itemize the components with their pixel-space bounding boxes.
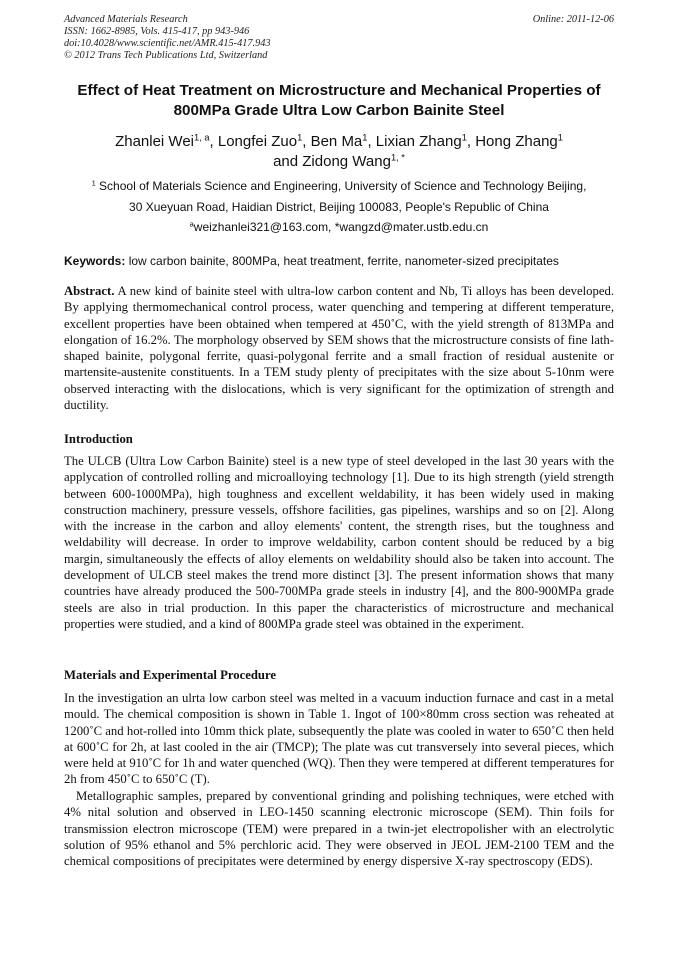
keywords [64, 254, 624, 268]
introduction-paragraph: The ULCB (Ultra Low Carbon Bainite) steel is a new type of steel developed in the last 30 years with the applycation of controlled rolling and microalloying technology [1]. Due to its high strength (yield strength between 600-1000MPa), high toughness and excellent weldability, it has been widely used in making construction machinery, pressure vessels, offshore facilities, gas pipelines, warships and so on [2]. Along with the increase in the carbon and alloy elements' content, the strength rises, but the toughness and weldability will decrease. In order to improve weldability, carbon content should be reduced by a big margin, simultaneously the effects of alloy elements on weldability should also be taken into account. The development of ULCB steel makes the trend more distinct [3]. The present information shows that many countries have already produced the 500-700MPa grade steels in industry [4], and the 800-900MPa grade steels are also in trial production. In this paper the characteristics of microstructure and mechanical properties were studied, and a kind of 800MPa grade steel was obtained in the experiment. [64, 454, 614, 631]
affiliation-line: School of Materials Science and Engineering, University of Science and Technology Beijing, [95, 179, 587, 193]
author-sup: 1, a [194, 132, 210, 143]
affiliation-line: 30 Xueyuan Road, Haidian District, Beijing 100083, People's Republic of China [129, 199, 549, 214]
keywords-label: Keywords: [64, 254, 126, 268]
author-sup: 1, * [390, 152, 405, 163]
author-sup: 1 [461, 132, 467, 143]
title-line: 800MPa Grade Ultra Low Carbon Bainite Steel [173, 102, 505, 119]
abstract [64, 283, 614, 413]
methods-paragraph: Metallographic samples, prepared by conventional grinding and polishing techniques, were etched with 4% nital solution and observed in LEO-1450 scanning electronic microscope (SEM). Thin foils for transmission electron microscope (TEM) were prepared in a twin-jet electropolisher with an electrolytic solution of 95% ethanol and 5% perchloric acid. They were observed in JEOL JEM-2100 TEM and the chemical compositions of precipitates were determined by energy dispersive X-ray spectroscopy (EDS). [64, 789, 614, 869]
authors [50, 132, 628, 172]
section-heading: Materials and Experimental Procedure [64, 668, 277, 682]
methods-paragraph: In the investigation an ulrta low carbon steel was melted in a vacuum induction furnace and cast in a metal mould. The chemical composition is shown in Table 1. Ingot of 100×80mm cross section was reheated at 1200˚C and hot-rolled into 10mm thick plate, subsequently the plate was cooled in water to 650˚C then held at 600˚C for 2h, at last cooled in the air (TMCP); The plate was cut transversely into several pieces, which were held at 910˚C for 1h and water quenched (WQ). Then they were tempered at different temperatures for 2h from 450˚C to 650˚C (T). [64, 691, 614, 787]
author: Zhanlei Wei [115, 133, 194, 150]
section-heading: Introduction [64, 432, 133, 446]
journal-name: Advanced Materials Research [64, 14, 188, 25]
author-sup: 1 [362, 132, 368, 143]
online-date: Online: 2011-12-06 [532, 14, 614, 25]
affiliation-sup: 1 [91, 178, 96, 188]
emails: weizhanlei321@163.com, *wangzd@mater.ustb.edu.cn [193, 220, 489, 234]
abstract-label: Abstract. [64, 284, 115, 298]
author: , Ben Ma [302, 133, 363, 150]
copyright: © 2012 Trans Tech Publications Ltd, Switzerland [64, 50, 268, 61]
paper-title [50, 81, 628, 121]
author: , Longfei Zuo [209, 133, 298, 150]
author-sup: 1 [297, 132, 303, 143]
abstract-text: A new kind of bainite steel with ultra-low carbon content and Nb, Ti alloys has been developed. By applying thermomechanical control process, water quenching and tempering at different temperature, excellent properties have been obtained when tempered at 450˚C, with the yield strength of 813MPa and elongation of 16.2%. The morphology observed by SEM shows that the microstructure consists of fine lath-shaped bainite, polygonal ferrite, quasi-polygonal ferrite and a small fraction of residual austenite or martensite-austenite constituents. In a TEM study plenty of precipitates with the size about 5-10nm were observed interacting with the dislocations, which is very significant for the optimization of strength and ductility. [64, 284, 614, 413]
issn: ISSN: 1662-8985, Vols. 415-417, pp 943-946 [64, 26, 250, 37]
affiliation [50, 176, 628, 238]
author: , Hong Zhang [466, 133, 558, 150]
journal-header [64, 14, 271, 62]
keywords-text: low carbon bainite, 800MPa, heat treatment, ferrite, nanometer-sized precipitates [125, 254, 559, 268]
author: , Lixian Zhang [367, 133, 462, 150]
email-sup: a [189, 219, 194, 229]
title-line: Effect of Heat Treatment on Microstructure and Mechanical Properties of [77, 82, 601, 99]
author-sup: 1 [557, 132, 563, 143]
author: and Zidong Wang [273, 153, 391, 170]
doi: doi:10.4028/www.scientific.net/AMR.415-417.943 [64, 38, 271, 49]
